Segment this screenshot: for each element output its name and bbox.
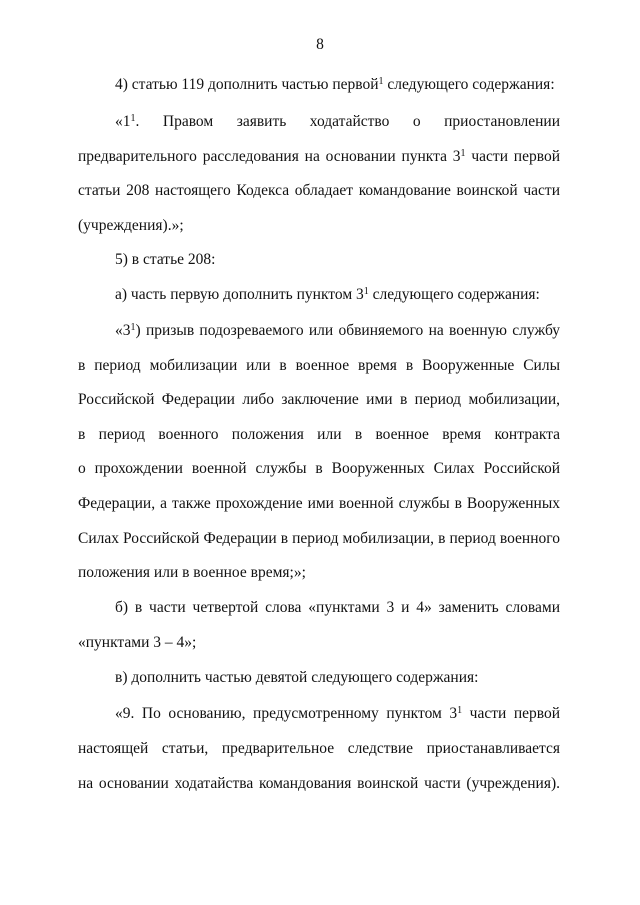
text-run: настоящей статьи, предварительное следствие приостанавливается [78,740,560,757]
text-run: части первой [462,705,560,722]
text-line [115,284,560,306]
text-line [78,180,560,202]
superscript: 1 [363,286,369,297]
text-line [115,74,560,96]
text-line [78,528,560,550]
text-line [78,493,560,515]
text-run: 4) статью 119 дополнить частью первой [115,76,379,93]
text-run: предварительного расследования на основании пункта 3 [78,148,461,165]
text-line [78,738,560,760]
text-run: «3 [115,322,131,339]
superscript: 1 [130,113,136,124]
text-line [115,249,560,271]
text-run: Федерации, а также прохождение ими военной службы в Вооруженных [78,495,560,512]
text-line [78,389,560,411]
text-line [78,773,560,795]
text-run: части первой [465,148,560,165]
text-line [115,597,560,619]
text-line [78,458,560,480]
superscript: 1 [457,705,463,716]
text-run: в) дополнить частью девятой следующего содержания: [115,669,479,686]
text-line [78,424,560,446]
text-run: . Правом заявить ходатайство о приостановлении [135,113,560,130]
text-run: на основании ходатайства командования воинской части (учреждения). [78,775,560,792]
text-run: о прохождении военной службы в Вооруженных Силах Российской [78,460,560,477]
text-line [78,215,560,237]
text-line [78,146,560,168]
text-run: Российской Федерации либо заключение ими в период мобилизации, [78,391,560,408]
text-run: Силах Российской Федерации в период мобилизации, в период военного [78,530,560,547]
page-number: 8 [316,36,324,53]
text-run: статьи 208 настоящего Кодекса обладает командование воинской части [78,182,560,199]
text-run: б) в части четвертой слова «пунктами 3 и 4» заменить словами [115,599,560,616]
text-run: (учреждения).»; [78,217,184,234]
text-run: а) часть первую дополнить пунктом 3 [115,286,364,303]
text-line [78,562,560,584]
superscript: 1 [378,76,384,87]
text-run: ) призыв подозреваемого или обвиняемого на военную службу [135,322,560,339]
text-line [78,632,560,654]
text-run: «пунктами 3 – 4»; [78,634,197,651]
text-run: «9. По основанию, предусмотренному пунктом 3 [115,705,458,722]
text-run: в период военного положения или в военное время контракта [78,426,560,443]
text-run: 5) в статье 208: [115,251,216,268]
text-line [115,320,560,342]
text-line [115,703,560,725]
text-line [78,355,560,377]
text-run: «1 [115,113,131,130]
text-line [115,667,560,689]
text-run: положения или в военное время;»; [78,564,306,581]
text-run: в период мобилизации или в военное время в Вооруженные Силы [78,357,560,374]
text-run: следующего содержания: [383,76,555,93]
superscript: 1 [130,322,136,333]
text-line [115,111,560,133]
text-run: следующего содержания: [368,286,540,303]
superscript: 1 [460,148,466,159]
